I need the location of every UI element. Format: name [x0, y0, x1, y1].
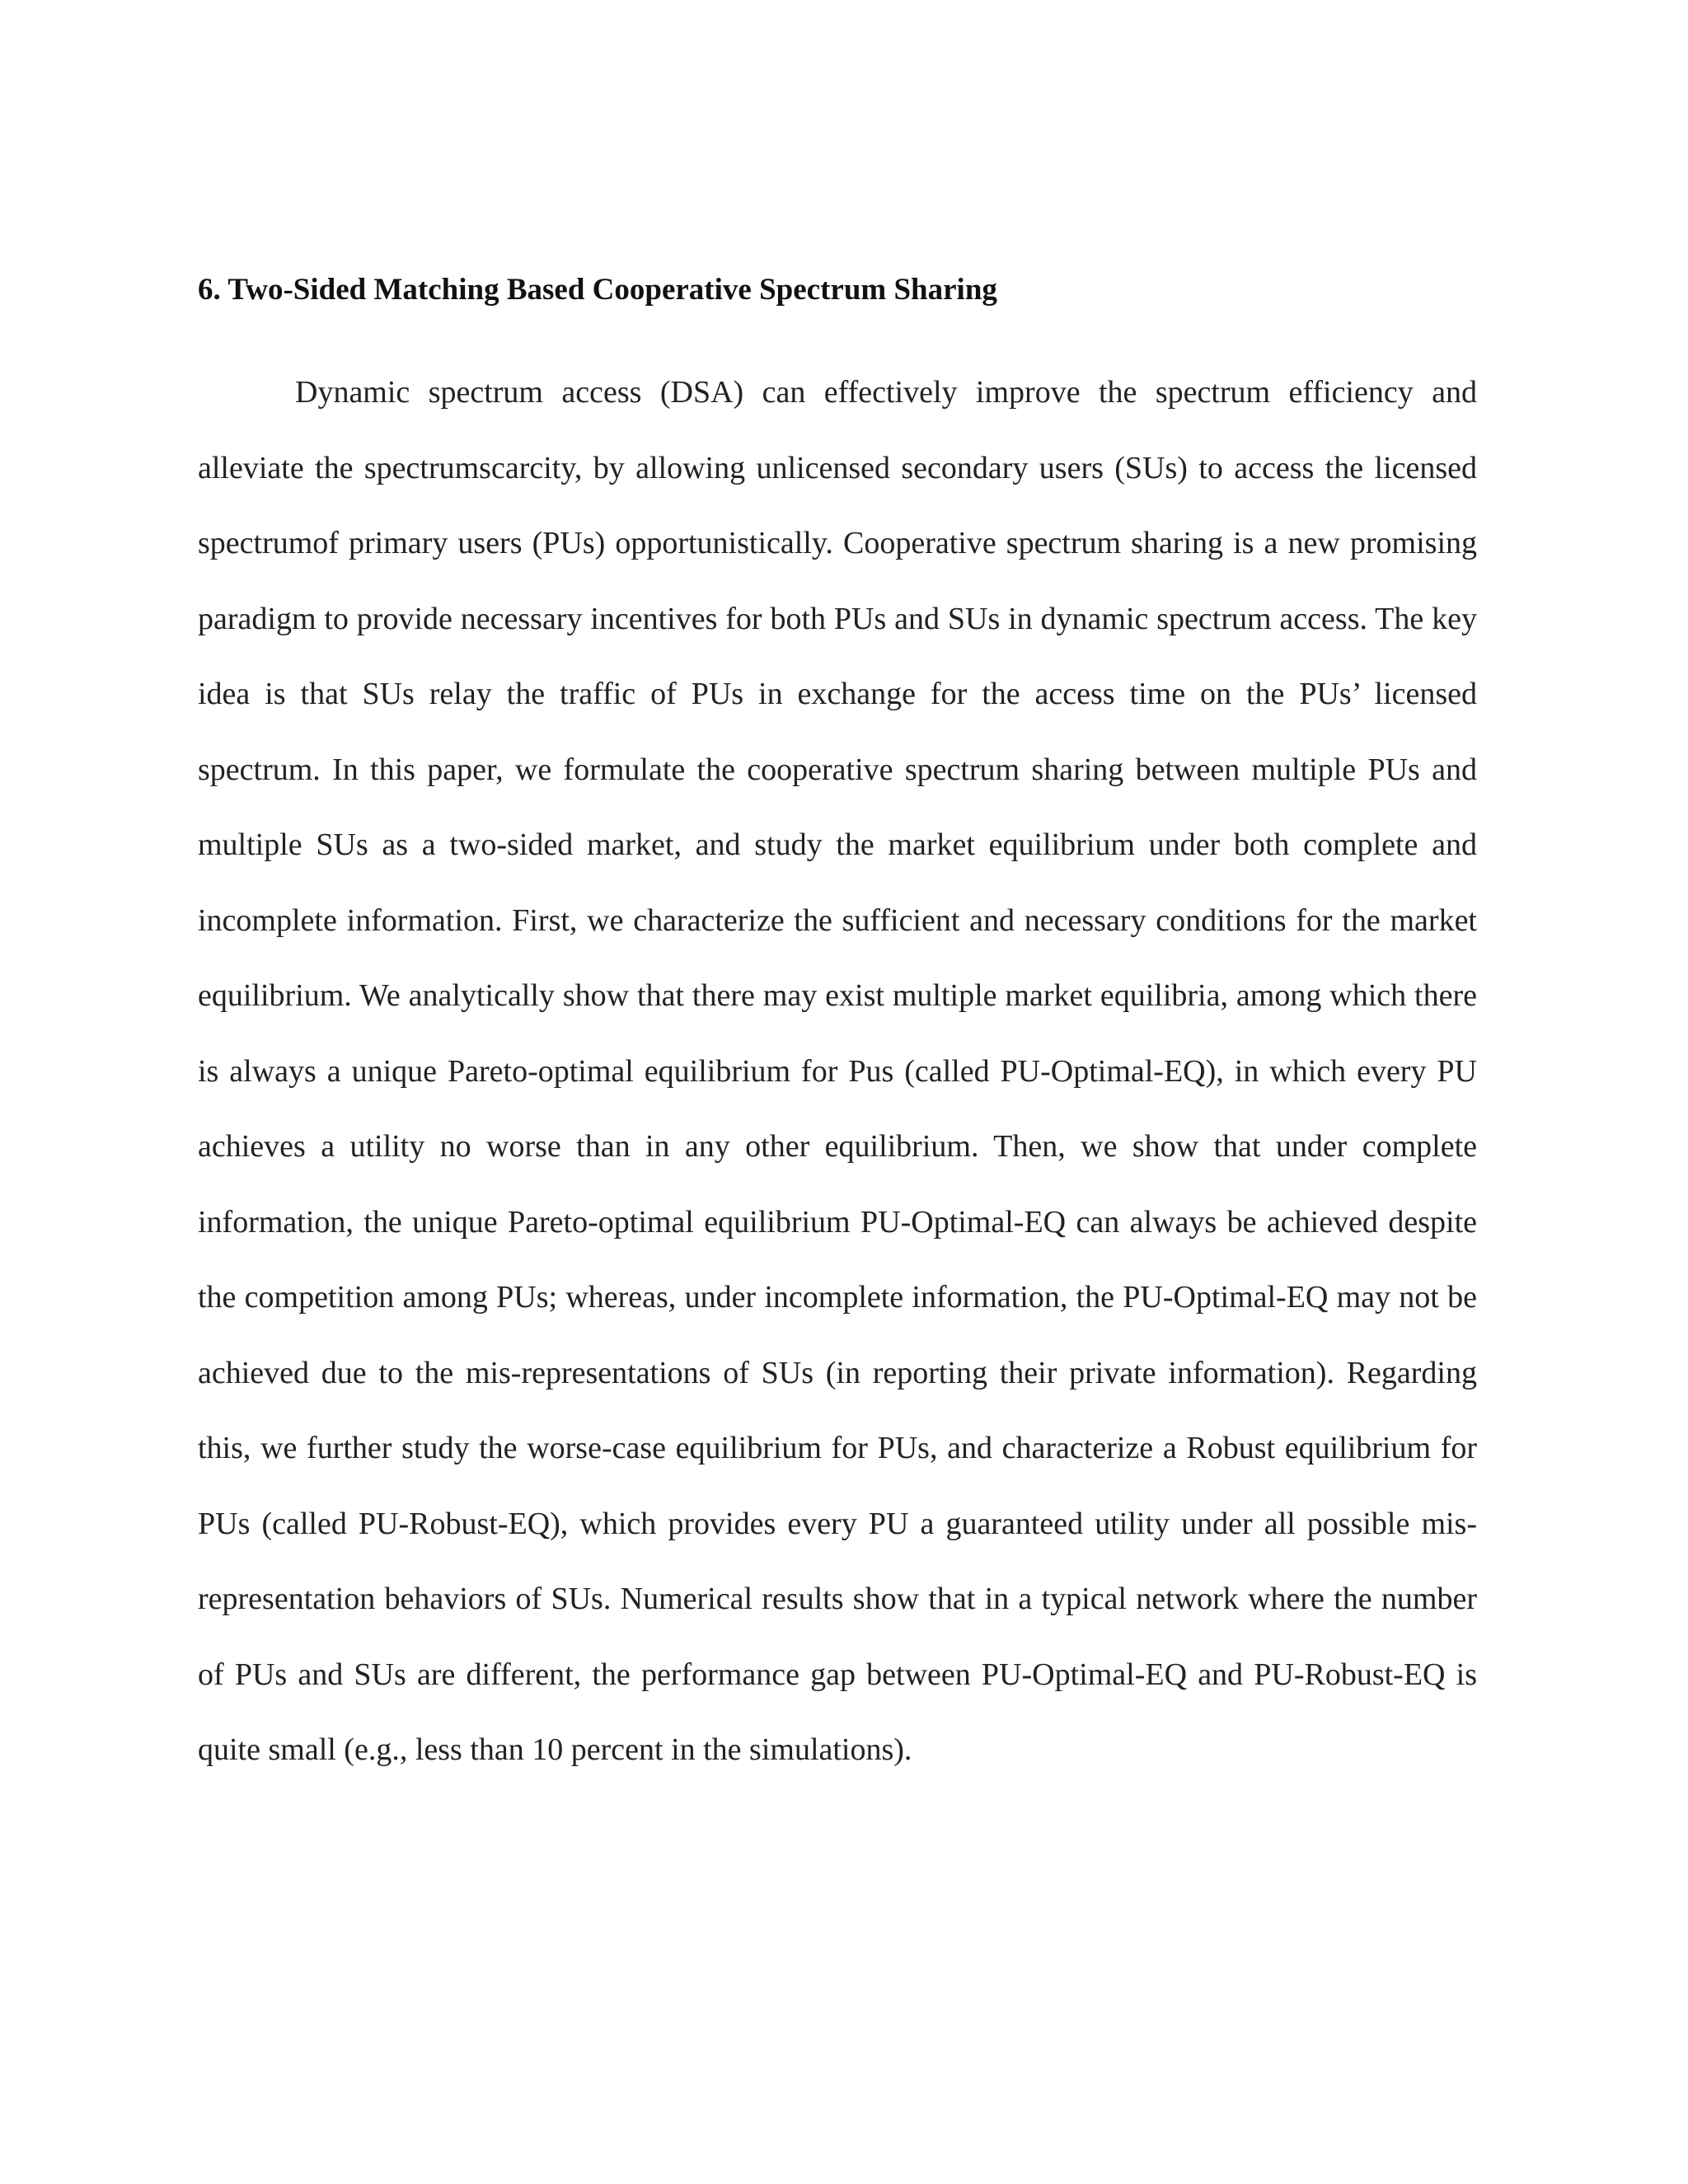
document-page: [198, 272, 1477, 1788]
abstract-paragraph: Dynamic spectrum access (DSA) can effectively improve the spectrum efficiency and alleviate the spectrumscarcity, by allowing unlicensed secondary users (SUs) to access the licensed spectrumof primary users (PUs) opportunistically. Cooperative spectrum sharing is a new promising paradigm to provide necessary incentives for both PUs and SUs in dynamic spectrum access. The key idea is that SUs relay the traffic of PUs in exchange for the access time on the PUs’ licensed spectrum. In this paper, we formulate the cooperative spectrum sharing between multiple PUs and multiple SUs as a two-sided market, and study the market equilibrium under both complete and incomplete information. First, we characterize the sufficient and necessary conditions for the market equilibrium. We analytically show that there may exist multiple market equilibria, among which there is always a unique Pareto-optimal equilibrium for Pus (called PU-Optimal-EQ), in which every PU achieves a utility no worse than in any other equilibrium. Then, we show that under complete information, the unique Pareto-optimal equilibrium PU-Optimal-EQ can always be achieved despite the competition among PUs; whereas, under incomplete information, the PU-Optimal-EQ may not be achieved due to the mis-representations of SUs (in reporting their private information). Regarding this, we further study the worse-case equilibrium for PUs, and characterize a Robust equilibrium for PUs (called PU-Robust-EQ), which provides every PU a guaranteed utility under all possible mis-representation behaviors of SUs. Numerical results show that in a typical network where the number of PUs and SUs are different, the performance gap between PU-Optimal-EQ and PU-Robust-EQ is quite small (e.g., less than 10 percent in the simulations).: [198, 375, 1477, 1767]
section-heading: 6. Two-Sided Matching Based Cooperative Spectrum Sharing: [198, 273, 997, 307]
